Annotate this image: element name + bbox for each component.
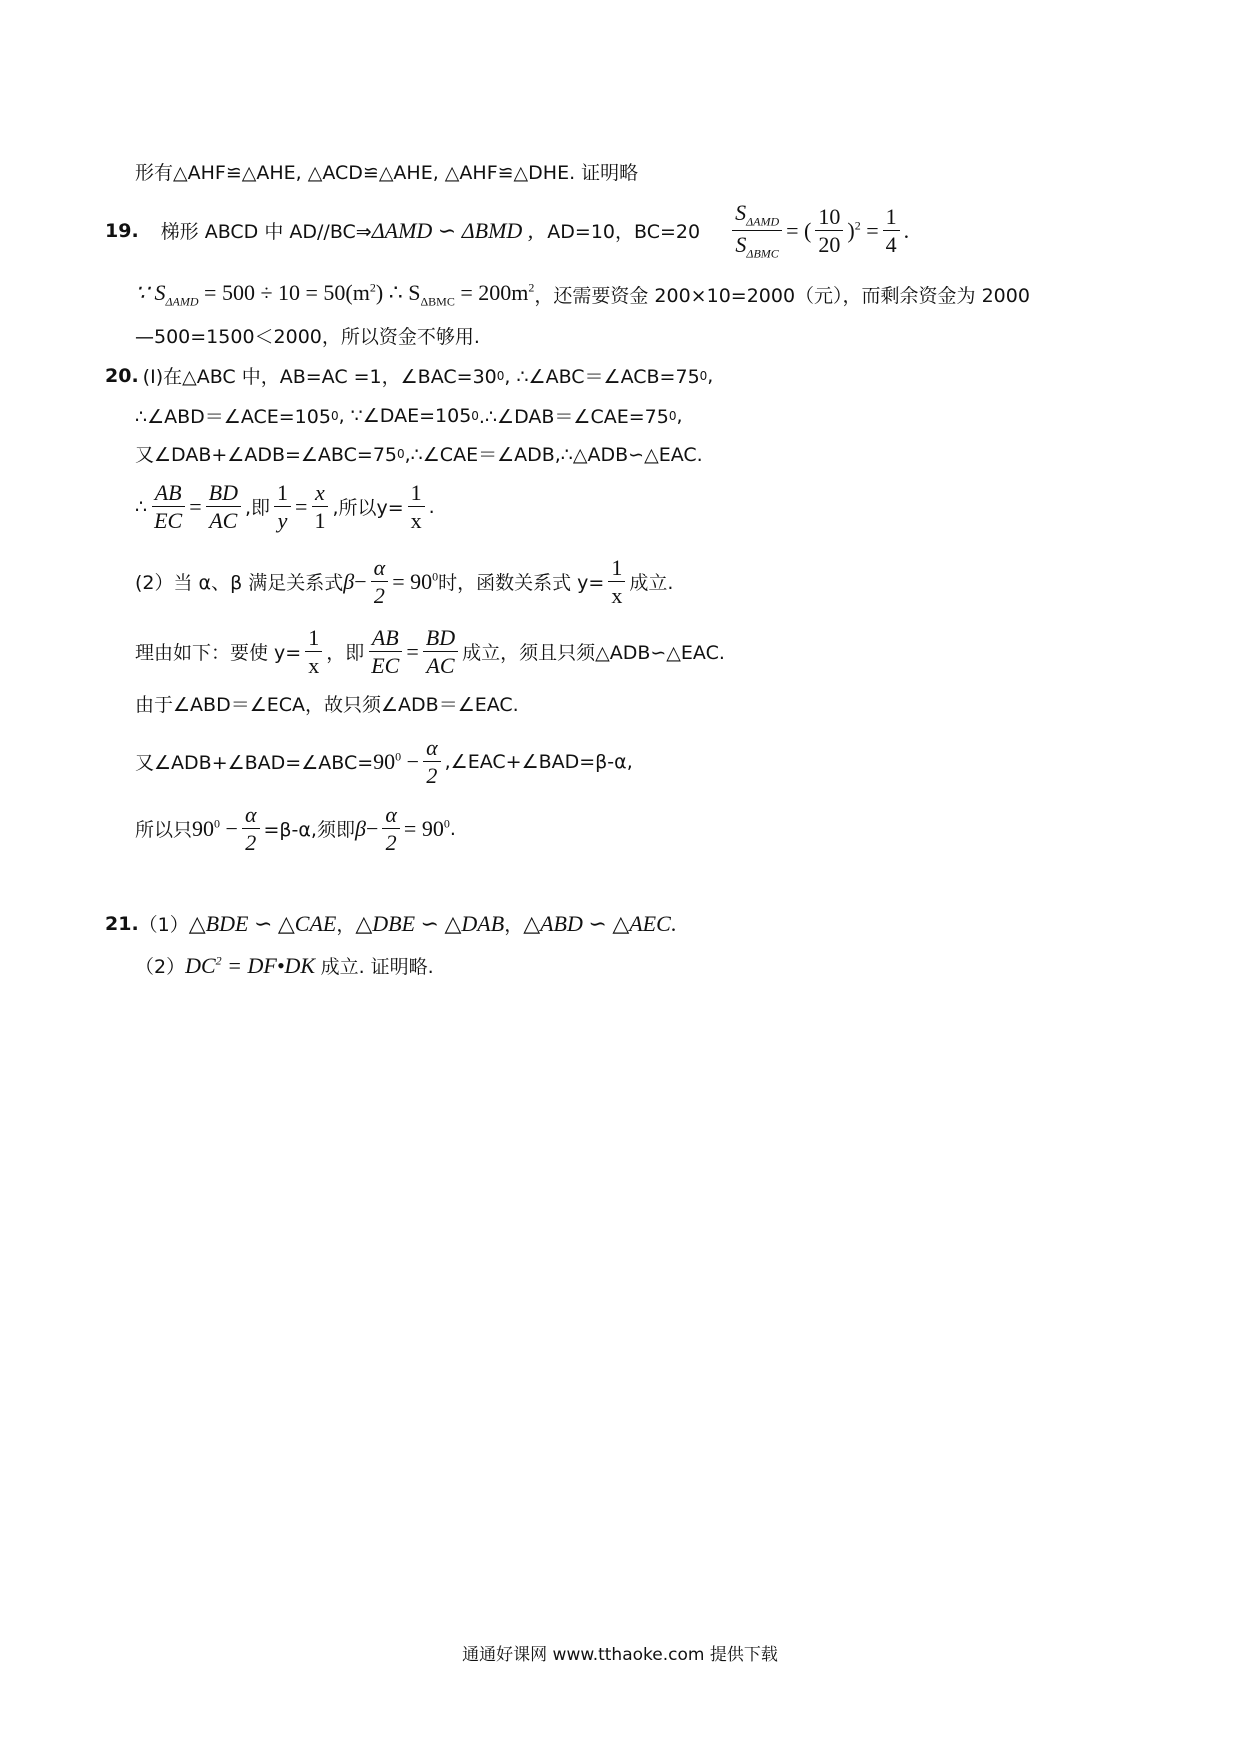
q20-line-3: 又∠DAB+∠ADB=∠ABC=75 0 ,∴∠CAE＝∠ADB,∴△ADB∽△EAC. bbox=[135, 444, 703, 466]
q19-funds-text: ，还需要资金 200×10=2000（元），而剩余资金为 2000 bbox=[534, 285, 1030, 308]
q20-line-4: ∴ $\frac{AB}{EC}$ = $\frac{BD}{AC}$ ,即 $\frac{1}{y}$ = $\frac{x}{1}$ ,所以y= $\frac{1}{x}$ . bbox=[135, 480, 435, 534]
q19-side-ratio: $\frac{10}{20}$ bbox=[815, 204, 843, 258]
q20-part2-line-3: 由于∠ABD＝∠ECA，故只须∠ADB＝∠EAC. bbox=[135, 694, 519, 716]
q19-quarter: $\frac{1}{4}$ bbox=[883, 204, 900, 258]
q19-line-2: ∵ $S_{\Delta AMD}$ = $500 \div 10 = 50(m^2)$ ∴ $S_{\Delta BMC} = 200m^2$ ，还需要资金 200×10=2000（元），而剩余资金为 2000 bbox=[135, 280, 1030, 309]
q20-part2-line-5: 所以只 $90^0$ − $\frac{\alpha}{2}$ =β-α,须即 β − $\frac{\alpha}{2}$ = $90^0$ . bbox=[135, 802, 456, 856]
q21-line-2: （2） $DC^2$ = DF•DK 成立. 证明略. bbox=[135, 952, 434, 978]
q20-line-2: ∴∠ABD＝∠ACE=105 0 , ∵∠DAE=105 0 .∴∠DAB＝∠CAE=75 0 , bbox=[135, 404, 683, 428]
q19-line-3: —500=1500＜2000，所以资金不够用. bbox=[135, 326, 480, 348]
q19-text: 梯形 ABCD 中 AD//BC⇒ bbox=[160, 221, 372, 244]
q20-number: 20. bbox=[105, 364, 139, 387]
q21-number: 21. bbox=[105, 912, 139, 935]
q20-part2-line-4: 又∠ADB+∠BAD=∠ABC= $90^0$ − $\frac{\alpha}{2}$ ,∠EAC+∠BAD=β-α, bbox=[135, 735, 633, 789]
q19-number: 19. bbox=[105, 219, 139, 242]
page-footer: 通通好课网 www.tthaoke.com 提供下载 bbox=[462, 1645, 778, 1665]
q20-part2-line-1: (2）当 α、β 满足关系式 β − $\frac{\alpha}{2}$ = $90^0$ 时，函数关系式 y= $\frac{1}{x}$ 成立. bbox=[135, 555, 674, 609]
q19-line-1: 19. 梯形 ABCD 中 AD//BC⇒ ΔAMD ∽ ΔBMD , AD=10，BC=20 $\frac{S_{\Delta AMD}}{S_{\Delta BMC}}$ = ( $\frac{10}{20}$ )$^2$ = $\frac{1}{4}$ . bbox=[105, 200, 910, 261]
q20-line-1: 20. (I)在△ABC 中，AB=AC =1，∠BAC=30 0 , ∴∠ABC＝∠ACB=75 0 , bbox=[105, 364, 714, 388]
proof-line-top: 形有△AHF≌△AHE, △ACD≌△AHE, △AHF≌△DHE. 证明略 bbox=[135, 162, 639, 184]
q20-part2-line-2: 理由如下：要使 y= $\frac{1}{x}$ ，即 $\frac{AB}{EC}$ = $\frac{BD}{AC}$ 成立，须且只须△ADB∽△EAC. bbox=[135, 625, 725, 679]
q21-line-1: 21. （1） △BDE ∽ △CAE ， △DBE ∽ △DAB ， △ABD ∽ △AEC . bbox=[105, 910, 677, 936]
q19-area-ratio: $\frac{S_{\Delta AMD}}{S_{\Delta BMC}}$ bbox=[732, 200, 782, 261]
q19-similarity: ΔAMD ∽ ΔBMD , bbox=[371, 217, 534, 243]
q19-given: AD=10，BC=20 bbox=[547, 221, 701, 244]
